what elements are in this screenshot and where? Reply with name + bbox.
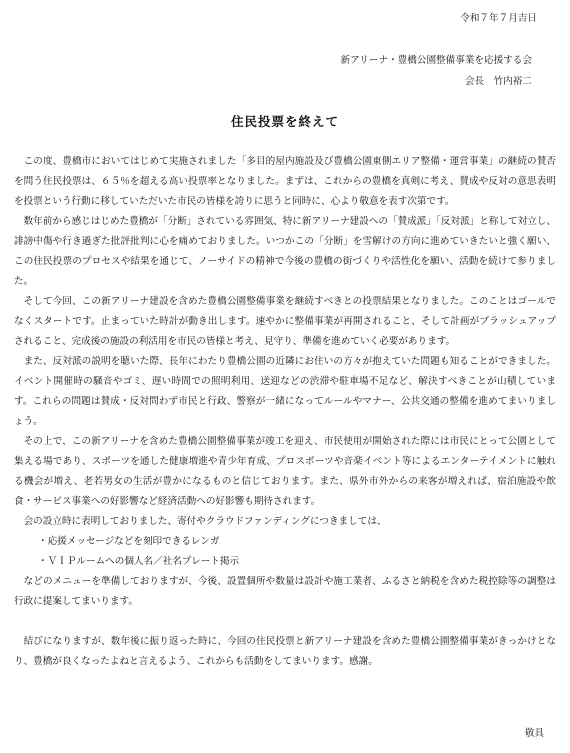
sender-organization: 新アリーナ・豊橋公園整備事業を応援する会 — [340, 55, 532, 66]
list-item: ・応援メッセージなどを刻印できるレンガ — [38, 536, 220, 547]
sender-representative: 会長 竹内裕二 — [464, 76, 532, 87]
letter-body — [14, 152, 556, 672]
letter-title: 住民投票を終えて — [230, 114, 339, 129]
body-paragraph: この度、豊橋市においてはじめて実施されました「多目的屋内施設及び豊橋公園東側エリア整備・運営事業」の継続の賛否を問う住民投票は、６５％を超える高い投票率となりました。まずは、これからの豊橋を真剣に考え、賛成や反対の意思表明を投票という行動に移していただいた市民の皆様を誇りに思うと同時に、心より敬意を表す次第です。 — [14, 156, 556, 207]
body-paragraph: その上で、この新アリーナを含めた豊橋公園整備事業が竣工を迎え、市民使用が開始された際には市民にとって公園として集える場であり、スポーツを通した健康増進や青少年育成、プロスポーツや音楽イベント等によるエンターテイメントに触れる機会が増え、老若男女の生活が豊かになるものと信じております。また、県外市外からの来客が増えれば、宿泊施設や飲食・サービス事業への好影響など経済活動への好影響も期待されます。 — [14, 436, 556, 507]
body-paragraph: そして今回、この新アリーナ建設を含めた豊橋公園整備事業を継続すべきとの投票結果となりました。このことはゴールでなくスタートです。止まっていた時計が動き出します。速やかに整備事業が再開されること、そして計画がブラッシュアップされること、完成後の施設の利活用を市民の皆様と考え、見守り、準備を進めていく必要があります。 — [14, 296, 556, 347]
letter-date: 令和７年７月吉日 — [460, 13, 537, 24]
body-paragraph: 数年前から感じはじめた豊橋が「分断」されている雰囲気、特に新アリーナ建設への「賛成派」「反対派」と称して対立し、誹謗中傷や行き過ぎた批評批判に心を痛めておりました。いつかこの「分断」を雪解けの方向に進めていきたいと強く願い、この住民投票のプロセスや結果を通じて、ノーサイドの精神で今後の豊橋の街づくりや活性化を願い、活動を続けて参りました。 — [14, 216, 556, 287]
body-paragraph: 会の設立時に表明しておりました、寄付やクラウドファンディングにつきましては、 — [23, 516, 387, 527]
body-paragraph: などのメニューを準備しておりますが、今後、設置個所や数量は設計や施工業者、ふるさと納税を含めた税控除等の調整は行政に提案してまいります。 — [14, 576, 556, 607]
conclusion-paragraph: 結びになりますが、数年後に振り返った時に、今回の住民投票と新アリーナ建設を含めた豊橋公園整備事業がきっかけとなり、豊橋が良くなったよねと言えるよう、これからも活動をしてまいります。感謝。 — [14, 636, 556, 667]
blank-line — [14, 612, 556, 632]
body-paragraph: また、反対派の説明を聴いた際、長年にわたり豊橋公園の近隣にお住いの方々が抱えていた問題も知ることができました。イベント開催時の騒音やゴミ、遅い時間での照明利用、送迎などの渋滞や駐車場不足など、解決すべきことが山積しています。これらの問題は賛成・反対問わず市民と行政、警察が一緒になってルールやマナー、公共交通の整備を進めてまいりましょう。 — [14, 356, 556, 427]
closing-word: 敬具 — [524, 728, 544, 739]
list-item: ・ＶＩＰルームへの個人名／社名プレート掲示 — [38, 556, 240, 567]
